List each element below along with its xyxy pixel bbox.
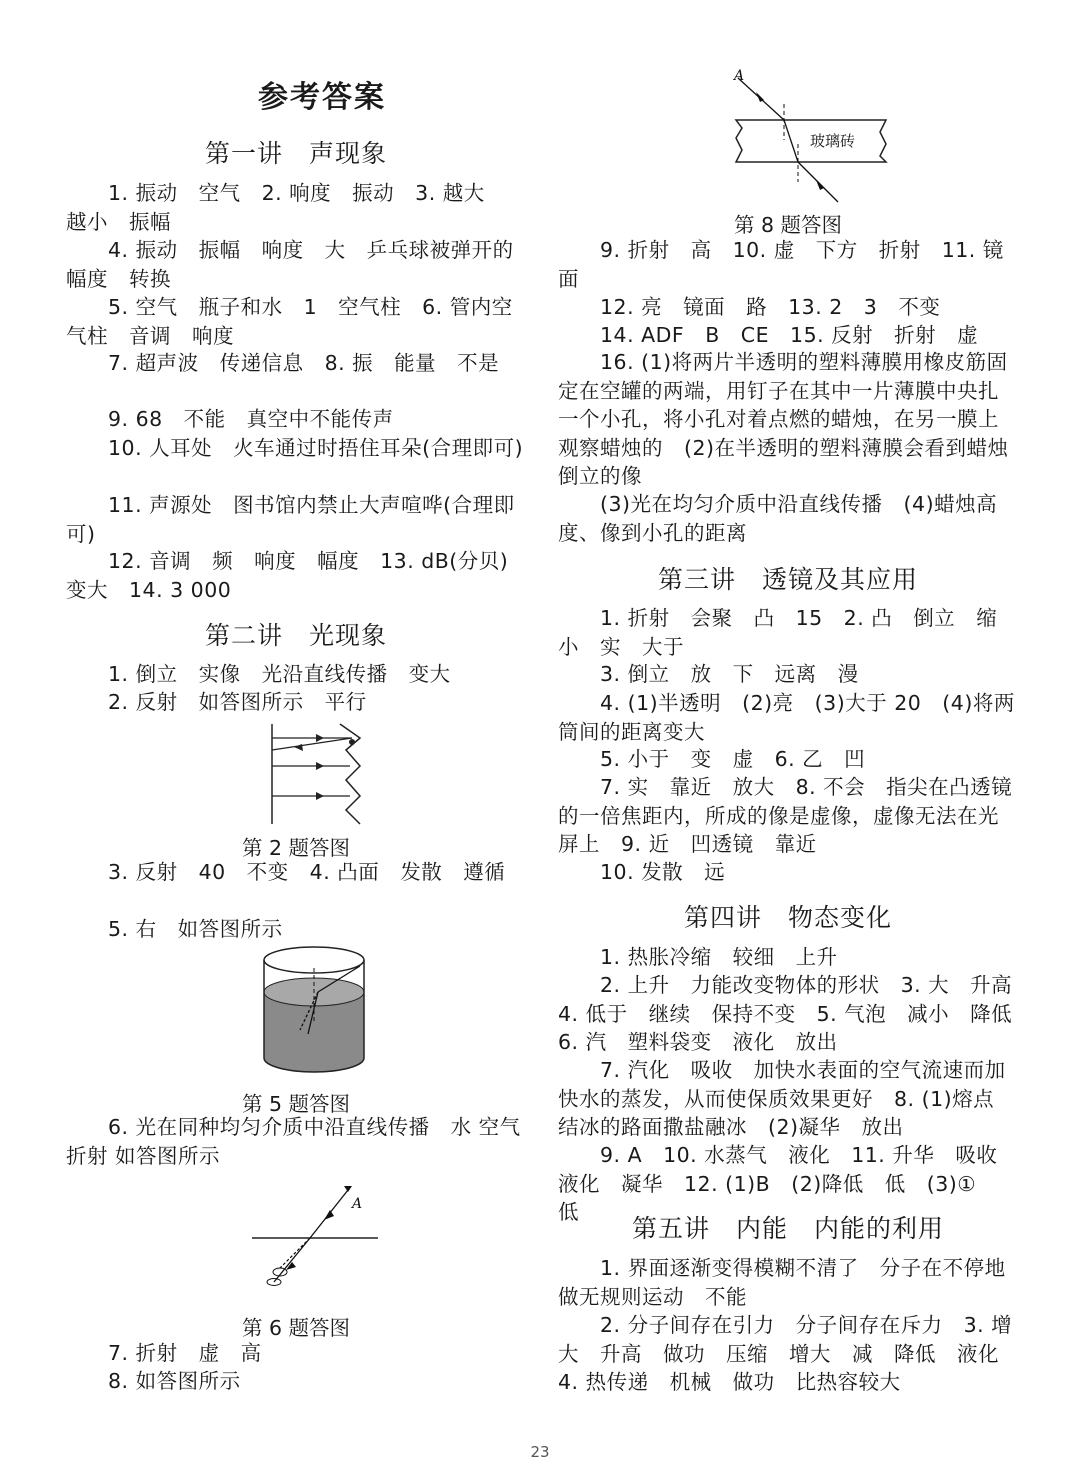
- answer-paragraph: 6. 光在同种均匀介质中沿直线传播 水 空气 折射 如答图所示: [66, 1115, 521, 1168]
- figure-8-caption: 第 8 题答图: [733, 213, 843, 237]
- answer-paragraph: 9. 折射 高 10. 虚 下方 折射 11. 镜面: [558, 238, 1004, 291]
- answer-paragraph: 10. 发散 远: [600, 860, 726, 884]
- lecture-2-heading: 第二讲 光现象: [204, 621, 387, 650]
- figure-8-glass-label: 玻璃砖: [810, 132, 856, 150]
- figure-2-reflection-diagram: [266, 720, 366, 828]
- answer-paragraph: 14. ADF B CE 15. 反射 折射 虚: [600, 323, 979, 347]
- lecture-5-heading: 第五讲 内能 内能的利用: [631, 1214, 944, 1243]
- figure-8-glass-brick-diagram: [726, 68, 896, 208]
- figure-5-beaker-diagram: [260, 946, 368, 1084]
- figure-6-refraction-diagram: [250, 1182, 380, 1286]
- answer-paragraph: 7. 折射 虚 高: [108, 1341, 262, 1365]
- answer-paragraph: 7. 实 靠近 放大 8. 不会 指尖在凸透镜的一倍焦距内，所成的像是虚像，虚像无法在光屏上 9. 近 凹透镜 靠近: [558, 775, 1013, 856]
- answer-paragraph: 3. 反射 40 不变 4. 凸面 发散 遵循: [108, 860, 506, 884]
- answer-paragraph: 3. 倒立 放 下 远离 漫: [600, 662, 859, 686]
- figure-6-caption: 第 6 题答图: [241, 1316, 351, 1340]
- answer-paragraph: 12. 亮 镜面 路 13. 2 3 不变: [600, 295, 941, 319]
- answer-paragraph: 2. 上升 力能改变物体的形状 3. 大 升高 4. 低于 继续 保持不变 5. 气泡 减小 降低 6. 汽 塑料袋变 液化 放出: [558, 973, 1034, 1054]
- lecture-4-heading: 第四讲 物态变化: [683, 903, 892, 932]
- answer-paragraph: (3)光在均匀介质中沿直线传播 (4)蜡烛高度、像到小孔的距离: [558, 492, 998, 545]
- answer-paragraph: 5. 右 如答图所示: [108, 917, 283, 941]
- answer-paragraph: 8. 如答图所示: [108, 1369, 241, 1393]
- figure-8-point-label: A: [734, 68, 745, 84]
- answer-paragraph: 1. 界面逐渐变得模糊不清了 分子在不停地做无规则运动 不能: [558, 1256, 1006, 1309]
- answer-paragraph: 10. 人耳处 火车通过时捂住耳朵(合理即可): [108, 436, 524, 460]
- answer-paragraph: 1. 振动 空气 2. 响度 振动 3. 越大 越小 振幅: [66, 181, 506, 234]
- answer-paragraph: 11. 声源处 图书馆内禁止大声喧哗(合理即可): [66, 493, 515, 546]
- answer-paragraph: 2. 分子间存在引力 分子间存在斥力 3. 增大 升高 做功 压缩 增大 减 降低 液化 4. 热传递 机械 做功 比热容较大: [558, 1313, 1020, 1394]
- figure-5-caption: 第 5 题答图: [241, 1092, 351, 1116]
- figure-6-point-label: A: [352, 1196, 363, 1212]
- page-number: 23: [530, 1443, 550, 1461]
- answer-paragraph: 12. 音调 频 响度 幅度 13. dB(分贝) 变大 14. 3 000: [66, 549, 530, 602]
- answer-paragraph: 7. 超声波 传递信息 8. 振 能量 不是: [108, 351, 500, 375]
- answer-paragraph: 5. 空气 瓶子和水 1 空气柱 6. 管内空气柱 音调 响度: [66, 295, 513, 348]
- answer-paragraph: 1. 热胀冷缩 较细 上升: [600, 945, 838, 969]
- answer-paragraph: 4. 振动 振幅 响度 大 乒乓球被弹开的幅度 转换: [66, 238, 514, 291]
- answer-paragraph: 2. 反射 如答图所示 平行: [108, 690, 367, 714]
- answer-paragraph: 1. 折射 会聚 凸 15 2. 凸 倒立 缩小 实 大于: [558, 606, 998, 659]
- lecture-3-heading: 第三讲 透镜及其应用: [657, 565, 918, 594]
- lecture-1-heading: 第一讲 声现象: [204, 139, 387, 168]
- page-title: 参考答案: [258, 80, 386, 115]
- answer-paragraph: 4. (1)半透明 (2)亮 (3)大于 20 (4)将两筒间的距离变大: [558, 691, 1015, 744]
- answer-paragraph: 16. (1)将两片半透明的塑料薄膜用橡皮筋固定在空罐的两端，用钉子在其中一片薄膜中央扎一个小孔，将小孔对着点燃的蜡烛，在另一膜上观察蜡烛的 (2)在半透明的塑料薄膜会看到蜡烛倒立的像: [558, 350, 1009, 488]
- answer-paragraph: 5. 小于 变 虚 6. 乙 凹: [600, 747, 866, 771]
- figure-2-caption: 第 2 题答图: [241, 836, 351, 860]
- answer-paragraph: 9. 68 不能 真空中不能传声: [108, 407, 394, 431]
- answer-paragraph: 7. 汽化 吸收 加快水表面的空气流速而加快水的蒸发，从而使保质效果更好 8. (1)熔点 结冰的路面撒盐融冰 (2)凝华 放出: [558, 1058, 1016, 1139]
- answer-paragraph: 1. 倒立 实像 光沿直线传播 变大: [108, 662, 451, 686]
- answer-paragraph: 9. A 10. 水蒸气 液化 11. 升华 吸收 液化 凝华 12. (1)B (2)降低 低 (3)① 低: [558, 1143, 1019, 1224]
